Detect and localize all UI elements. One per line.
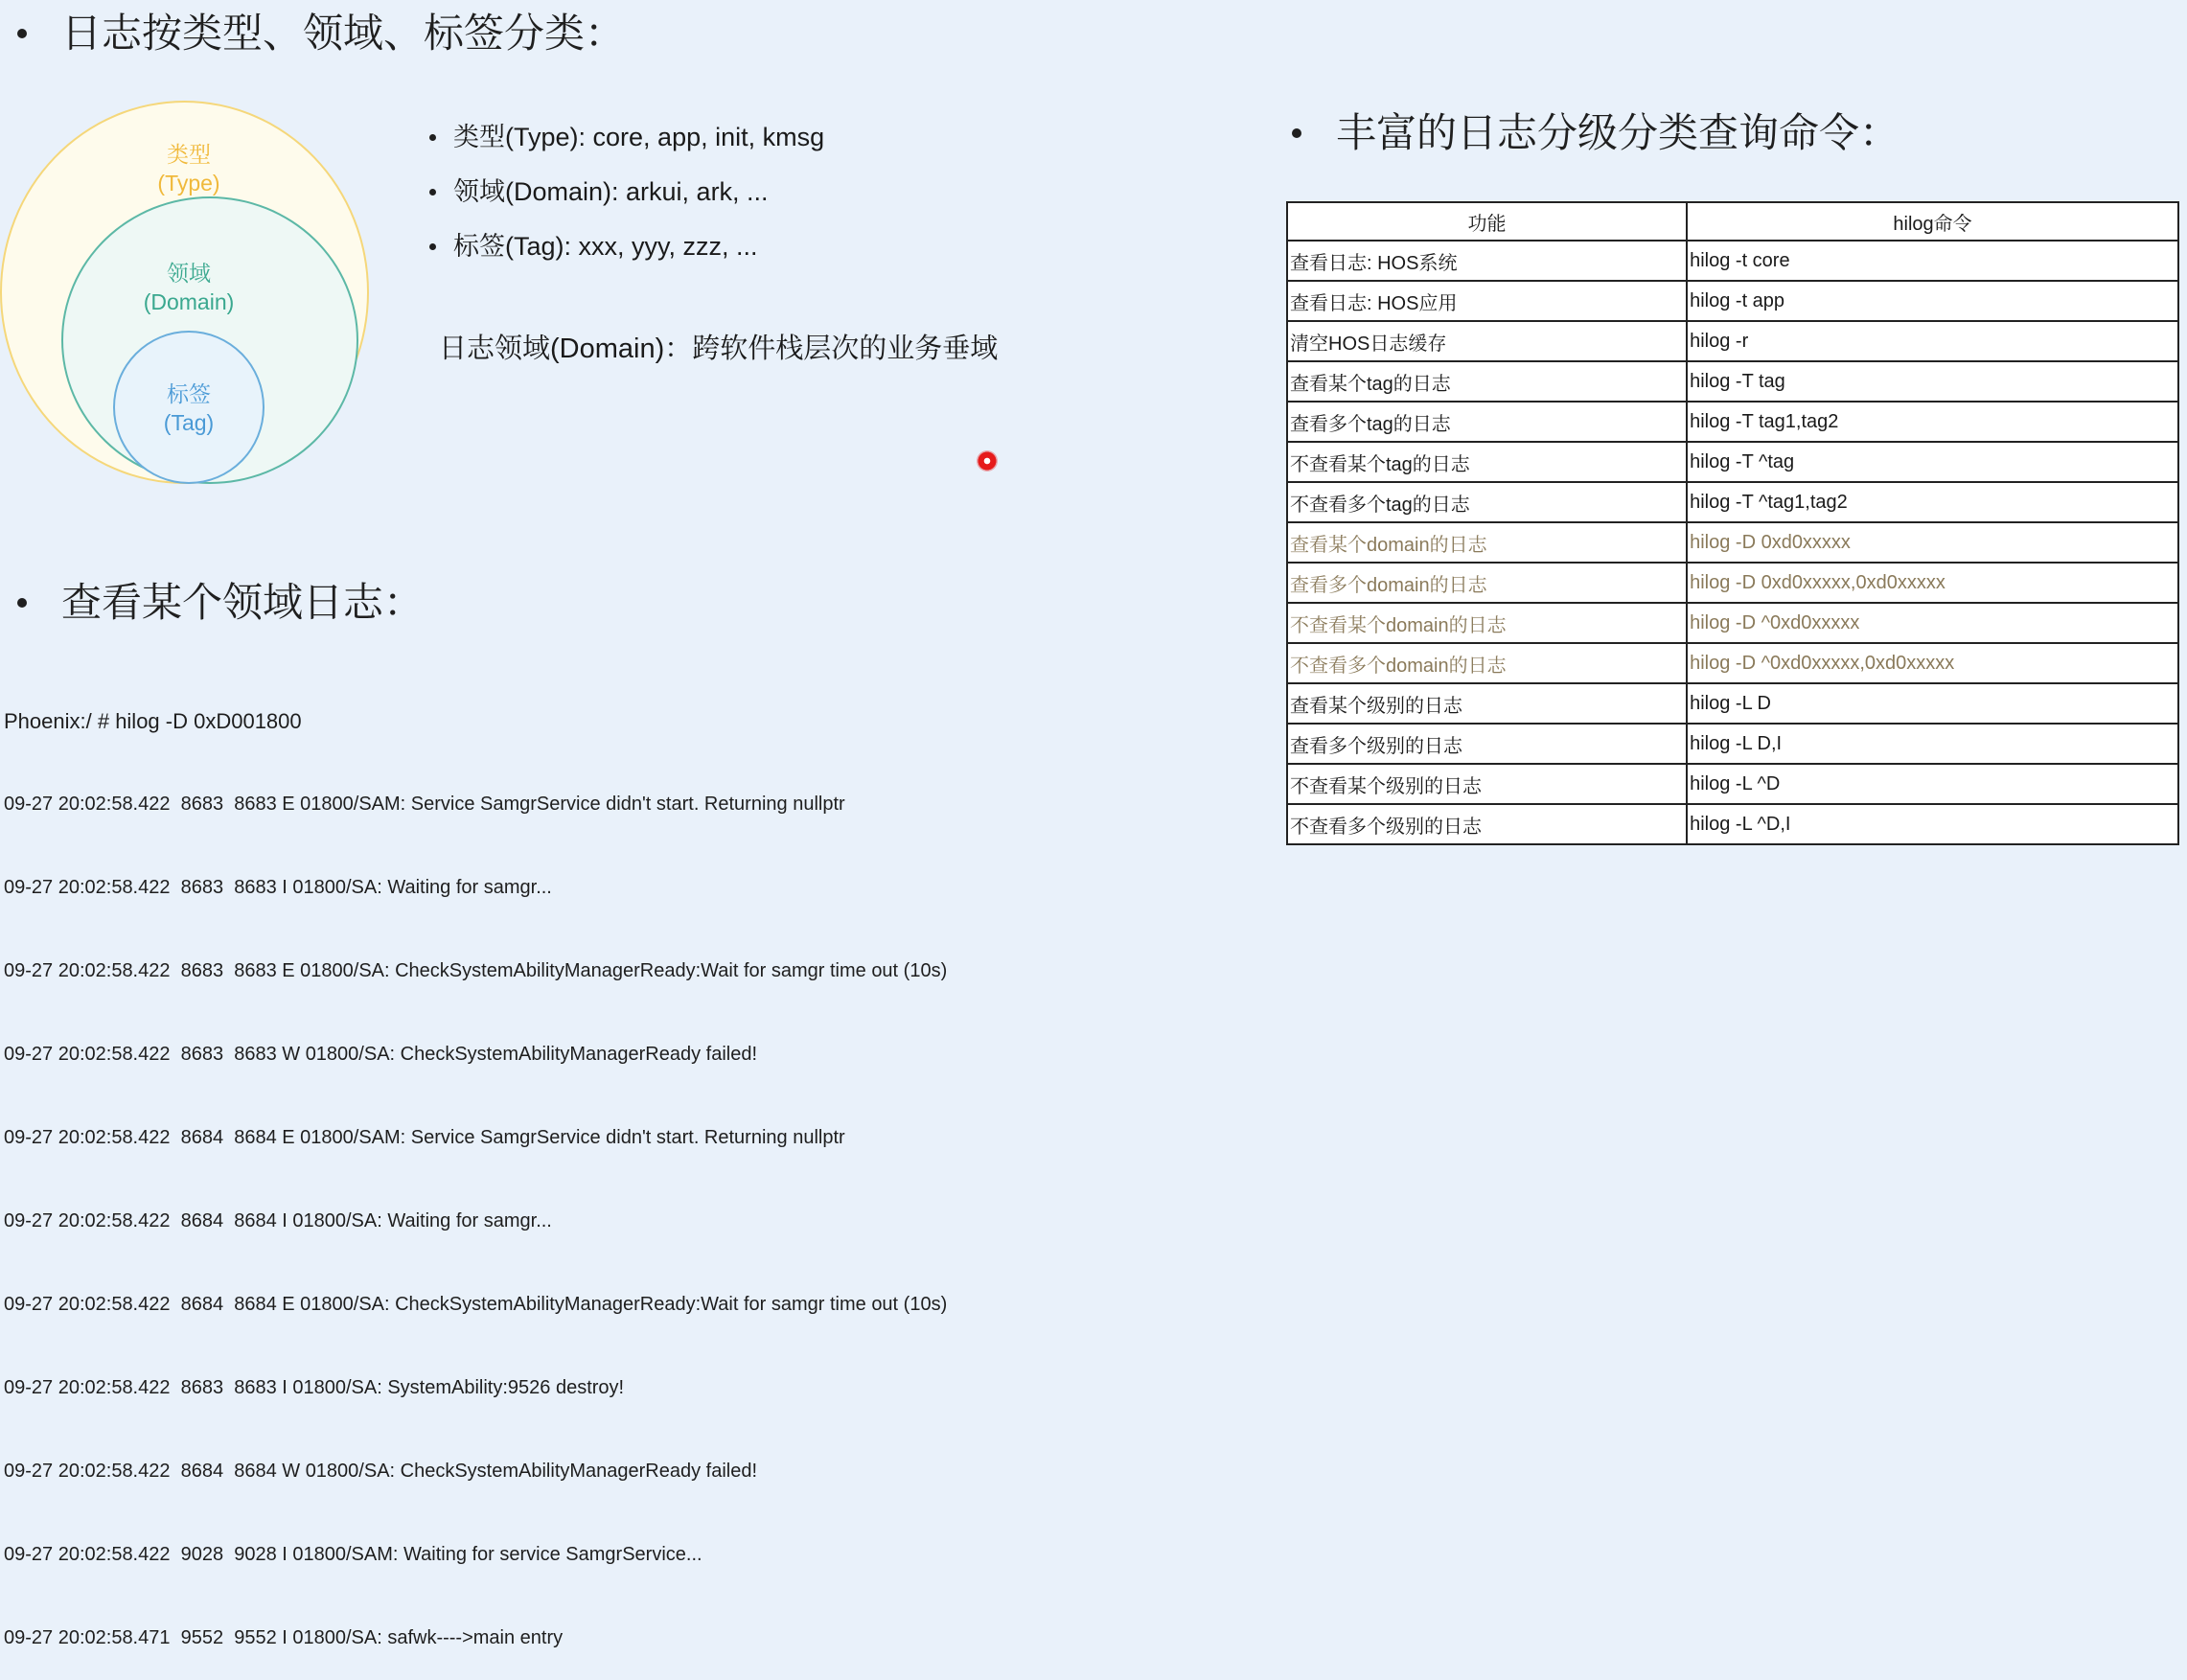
log-line: 09-27 20:02:58.422 8684 8684 I 01800/SA: Waiting for samgr... xyxy=(4,1210,552,1231)
command-cell: hilog -L ^D,I xyxy=(1687,804,2178,844)
table-row xyxy=(1287,522,2178,563)
terminal-prompt: Phoenix:/ # hilog -D 0xD001800 xyxy=(4,709,302,733)
table-row xyxy=(1287,402,2178,442)
function-cell: 查看日志: HOS系统 xyxy=(1287,241,1687,281)
domain-label-sub: (Domain) xyxy=(143,289,235,314)
tag-label xyxy=(93,380,285,437)
log-line: 09-27 20:02:58.422 8683 8683 W 01800/SA: CheckSystemAbilityManagerReady failed! xyxy=(4,1044,758,1065)
classification-bullets xyxy=(429,123,824,287)
heading-view-domain-text: 查看某个领域日志： xyxy=(61,580,425,625)
function-cell: 查看某个级别的日志 xyxy=(1287,683,1687,724)
hilog-command-table xyxy=(1286,201,2179,845)
command-cell: hilog -L ^D xyxy=(1687,764,2178,804)
table-row xyxy=(1287,683,2178,724)
function-cell: 不查看某个级别的日志 xyxy=(1287,764,1687,804)
column-header-function: 功能 xyxy=(1287,202,1687,241)
bullet-dot xyxy=(429,243,436,250)
bullet-dot xyxy=(429,189,436,196)
tag-label-sub: (Tag) xyxy=(163,410,215,435)
type-label-sub: (Type) xyxy=(157,171,220,196)
function-cell: 查看多个级别的日志 xyxy=(1287,724,1687,764)
type-label-text: 类型 xyxy=(167,142,211,167)
table-row xyxy=(1287,442,2178,482)
tag-label-text: 标签 xyxy=(167,381,211,406)
table-row xyxy=(1287,764,2178,804)
function-cell: 不查看多个级别的日志 xyxy=(1287,804,1687,844)
terminal-output xyxy=(4,652,947,1680)
function-cell: 不查看多个tag的日志 xyxy=(1287,482,1687,522)
function-cell: 查看多个domain的日志 xyxy=(1287,563,1687,603)
domain-note: 日志领域(Domain)：跨软件栈层次的业务垂域 xyxy=(439,334,999,364)
log-line: 09-27 20:02:58.422 8683 8683 E 01800/SA: CheckSystemAbilityManagerReady:Wait for samgr time out (10s) xyxy=(4,960,948,981)
heading-query-commands-text: 丰富的日志分级分类查询命令： xyxy=(1336,110,1900,155)
table-row xyxy=(1287,281,2178,321)
heading-classification-text: 日志按类型、领域、标签分类： xyxy=(61,11,626,56)
function-cell: 查看日志: HOS应用 xyxy=(1287,281,1687,321)
bullet-text: 标签(Tag): xxx, yyy, zzz, ... xyxy=(453,232,758,261)
bullet-item xyxy=(429,123,824,151)
command-cell: hilog -T ^tag1,tag2 xyxy=(1687,482,2178,522)
command-cell: hilog -r xyxy=(1687,321,2178,361)
command-cell: hilog -T tag1,tag2 xyxy=(1687,402,2178,442)
table-row xyxy=(1287,482,2178,522)
log-line: 09-27 20:02:58.422 8684 8684 W 01800/SA: CheckSystemAbilityManagerReady failed! xyxy=(4,1461,758,1482)
laser-pointer-icon xyxy=(977,450,998,472)
function-cell: 查看某个tag的日志 xyxy=(1287,361,1687,402)
table-row xyxy=(1287,804,2178,844)
bullet-dot xyxy=(17,598,27,608)
command-cell: hilog -D 0xd0xxxxx xyxy=(1687,522,2178,563)
log-line: 09-27 20:02:58.422 8683 8683 I 01800/SA: Waiting for samgr... xyxy=(4,877,552,898)
function-cell: 不查看某个tag的日志 xyxy=(1287,442,1687,482)
command-cell: hilog -t core xyxy=(1687,241,2178,281)
domain-label xyxy=(93,259,285,316)
column-header-command: hilog命令 xyxy=(1687,202,2178,241)
bullet-text: 类型(Type): core, app, init, kmsg xyxy=(453,123,825,151)
command-cell: hilog -T tag xyxy=(1687,361,2178,402)
table-row xyxy=(1287,563,2178,603)
type-label xyxy=(93,140,285,197)
bullet-item xyxy=(429,232,824,261)
log-line: 09-27 20:02:58.471 9552 9552 I 01800/SA: safwk---->main entry xyxy=(4,1627,564,1648)
command-cell: hilog -D ^0xd0xxxxx xyxy=(1687,603,2178,643)
table-row xyxy=(1287,241,2178,281)
command-cell: hilog -D ^0xd0xxxxx,0xd0xxxxx xyxy=(1687,643,2178,683)
table-row xyxy=(1287,724,2178,764)
table-header-row xyxy=(1287,202,2178,241)
heading-view-domain xyxy=(17,580,425,625)
venn-diagram xyxy=(0,0,383,498)
command-cell: hilog -t app xyxy=(1687,281,2178,321)
function-cell: 查看某个domain的日志 xyxy=(1287,522,1687,563)
bullet-dot xyxy=(429,134,436,141)
table-row xyxy=(1287,603,2178,643)
heading-query-commands xyxy=(1292,110,1900,155)
log-line: 09-27 20:02:58.422 8684 8684 E 01800/SAM: Service SamgrService didn't start. Returning nullptr xyxy=(4,1127,845,1148)
function-cell: 不查看多个domain的日志 xyxy=(1287,643,1687,683)
function-cell: 不查看某个domain的日志 xyxy=(1287,603,1687,643)
function-cell: 查看多个tag的日志 xyxy=(1287,402,1687,442)
table-row xyxy=(1287,643,2178,683)
bullet-dot xyxy=(1292,128,1301,138)
bullet-text: 领域(Domain): arkui, ark, ... xyxy=(453,177,769,206)
table-row xyxy=(1287,321,2178,361)
log-line: 09-27 20:02:58.422 8684 8684 E 01800/SA: CheckSystemAbilityManagerReady:Wait for samgr time out (10s) xyxy=(4,1294,948,1315)
bullet-item xyxy=(429,177,824,206)
command-cell: hilog -D 0xd0xxxxx,0xd0xxxxx xyxy=(1687,563,2178,603)
log-line: 09-27 20:02:58.422 8683 8683 I 01800/SA: SystemAbility:9526 destroy! xyxy=(4,1377,625,1398)
log-line: 09-27 20:02:58.422 8683 8683 E 01800/SAM: Service SamgrService didn't start. Returning nullptr xyxy=(4,794,845,815)
domain-label-text: 领域 xyxy=(167,261,211,286)
command-cell: hilog -L D xyxy=(1687,683,2178,724)
table-row xyxy=(1287,361,2178,402)
command-cell: hilog -T ^tag xyxy=(1687,442,2178,482)
command-cell: hilog -L D,I xyxy=(1687,724,2178,764)
log-line: 09-27 20:02:58.422 9028 9028 I 01800/SAM: Waiting for service SamgrService... xyxy=(4,1544,702,1565)
function-cell: 清空HOS日志缓存 xyxy=(1287,321,1687,361)
